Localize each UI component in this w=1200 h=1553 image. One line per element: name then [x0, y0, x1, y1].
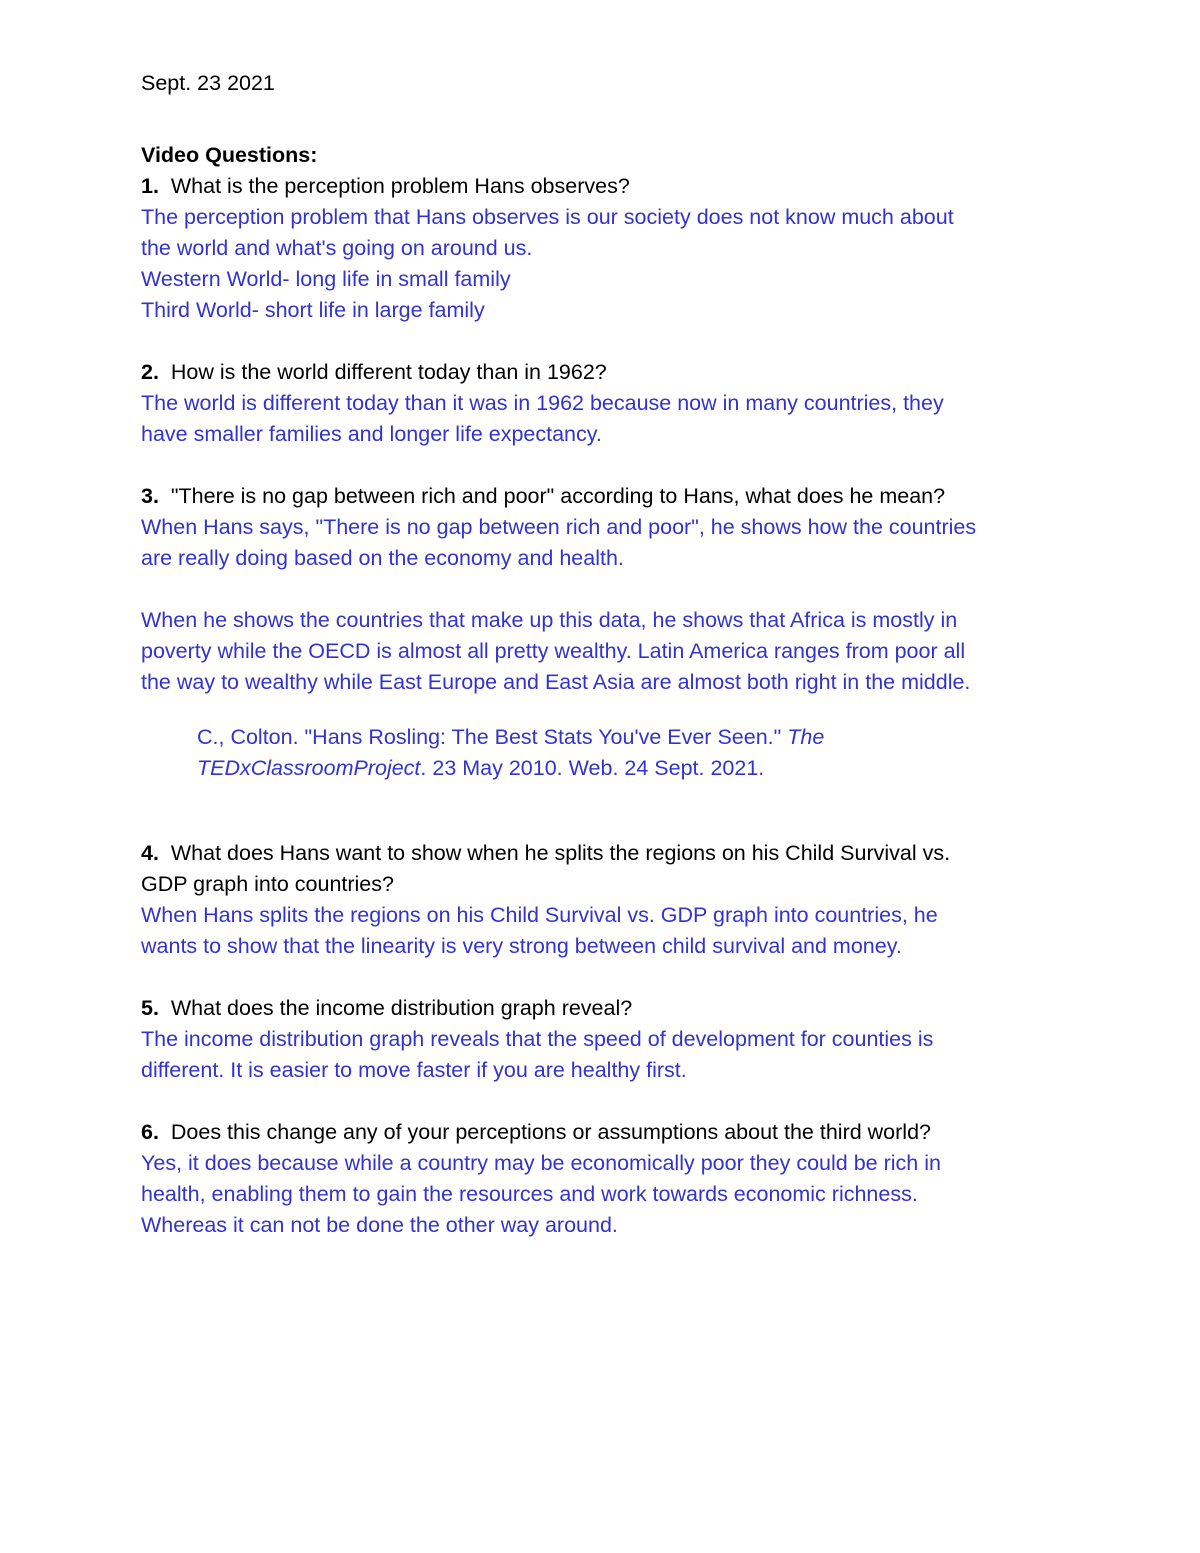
question-2-text [141, 357, 1071, 388]
answer-line: Third World- short life in large family [141, 298, 485, 322]
answer-line: health, enabling them to gain the resources and work towards economic richness. [141, 1182, 918, 1206]
question-number: 5. [141, 996, 159, 1020]
question-4-text [141, 838, 1071, 869]
citation-text: . 23 May 2010. Web. 24 Sept. 2021. [420, 756, 765, 780]
citation-line [197, 753, 1071, 784]
question-number: 3. [141, 484, 159, 508]
question-label: "There is no gap between rich and poor" according to Hans, what does he mean? [170, 484, 946, 508]
answer-line: The perception problem that Hans observes is our society does not know much about [141, 205, 954, 229]
answer-line: Western World- long life in small family [141, 267, 511, 291]
question-label: What does Hans want to show when he splits the regions on his Child Survival vs. [170, 841, 951, 865]
document-page [141, 68, 1071, 1241]
answer-line: wants to show that the linearity is very strong between child survival and money. [141, 934, 902, 958]
answer-line: the world and what's going on around us. [141, 236, 533, 260]
question-4 [141, 838, 1071, 962]
answer-line: Whereas it can not be done the other way around. [141, 1213, 618, 1237]
citation-text: C., Colton. "Hans Rosling: The Best Stats You've Ever Seen." [197, 725, 788, 749]
question-1 [141, 171, 1071, 326]
question-label: What is the perception problem Hans observes? [170, 174, 630, 198]
answer-line: have smaller families and longer life expectancy. [141, 422, 602, 446]
section-heading: Video Questions: [141, 143, 318, 167]
question-3-text [141, 481, 1071, 512]
citation-italic: The [787, 725, 825, 749]
question-number: 6. [141, 1120, 159, 1144]
answer-line: The income distribution graph reveals that the speed of development for counties is [141, 1027, 934, 1051]
citation [141, 722, 1071, 784]
question-6 [141, 1117, 1071, 1241]
answer-line: different. It is easier to move faster if you are healthy first. [141, 1058, 687, 1082]
question-3 [141, 481, 1071, 784]
answer-line: the way to wealthy while East Europe and East Asia are almost both right in the middle. [141, 670, 971, 694]
answer-line: are really doing based on the economy and health. [141, 546, 624, 570]
answer-line: Yes, it does because while a country may be economically poor they could be rich in [141, 1151, 941, 1175]
question-label: What does the income distribution graph reveal? [170, 996, 633, 1020]
question-number: 4. [141, 841, 159, 865]
answer-line: When Hans says, "There is no gap between rich and poor", he shows how the countries [141, 515, 977, 539]
question-6-text [141, 1117, 1071, 1148]
question-2 [141, 357, 1071, 450]
question-5-text [141, 993, 1071, 1024]
answer-line: poverty while the OECD is almost all pretty wealthy. Latin America ranges from poor all [141, 639, 966, 663]
answer-line: When Hans splits the regions on his Child Survival vs. GDP graph into countries, he [141, 903, 938, 927]
answer-line: When he shows the countries that make up this data, he shows that Africa is mostly in [141, 608, 958, 632]
date-line: Sept. 23 2021 [141, 71, 275, 95]
answer-line: The world is different today than it was in 1962 because now in many countries, they [141, 391, 944, 415]
citation-italic: TEDxClassroomProject [197, 756, 421, 780]
question-label: GDP graph into countries? [141, 872, 394, 896]
question-1-text [141, 171, 1071, 202]
citation-line [197, 722, 1071, 753]
question-label: Does this change any of your perceptions or assumptions about the third world? [170, 1120, 931, 1144]
question-label: How is the world different today than in 1962? [170, 360, 607, 384]
question-5 [141, 993, 1071, 1086]
question-number: 2. [141, 360, 159, 384]
question-number: 1. [141, 174, 159, 198]
